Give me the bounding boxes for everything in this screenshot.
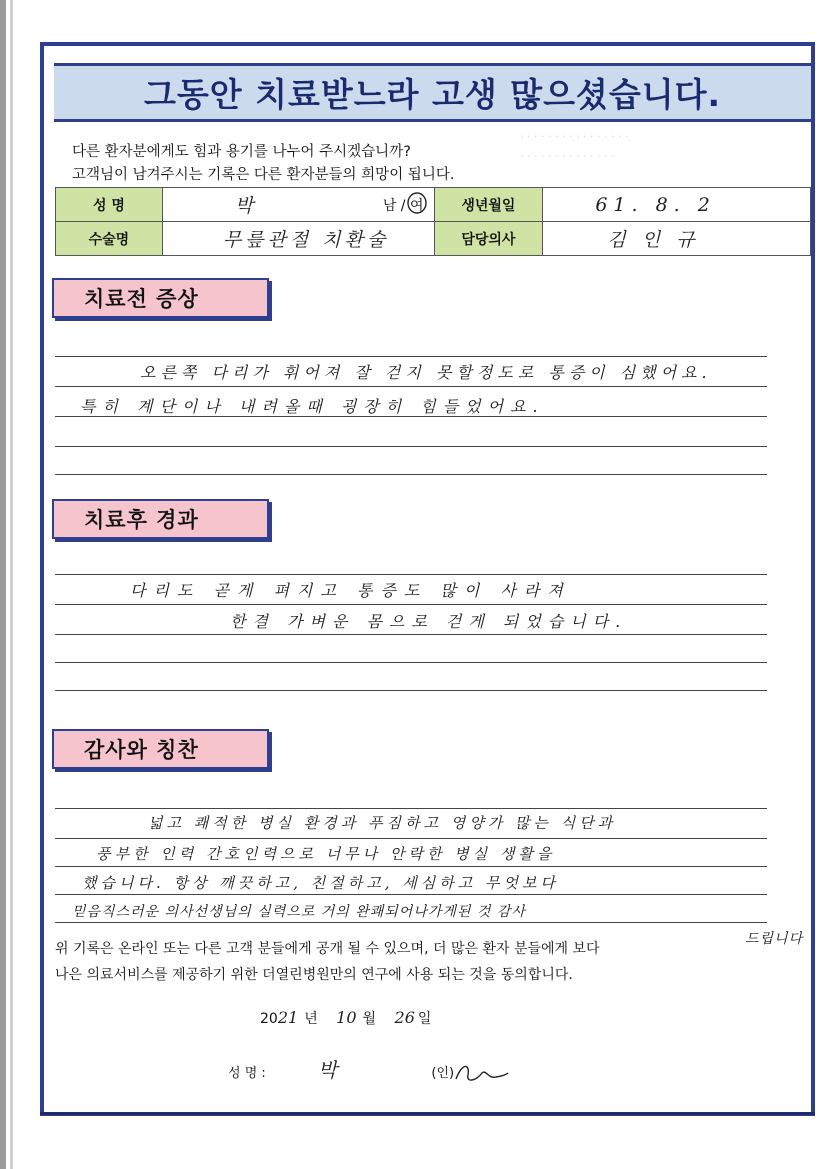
doctor-label: 담당의사 [434,222,543,256]
bleed-through-text: · · · · · · · · · · · · · · [520,150,615,163]
gender-field [383,195,424,215]
writing-line [55,604,767,605]
signature-row [228,1054,510,1087]
signature-scribble-icon [452,1061,510,1087]
birth-cell [543,188,811,222]
writing-line [55,690,767,691]
name-cell [162,188,434,222]
date-year-unit: 년 [304,1011,318,1027]
date-year-handwritten: 21 [277,1008,299,1027]
section-label-before-treatment: 치료전 증상 [52,278,269,318]
writing-line [55,808,767,809]
writing-line [55,356,767,357]
writing-line [55,574,767,575]
surgery-label: 수술명 [56,222,163,256]
writing-line [55,866,767,867]
patient-info-table [55,187,811,256]
surgery-value: 무릎관절 치환술 [222,229,390,251]
writing-line [55,634,767,635]
consent-line-1: 위 기록은 온라인 또는 다른 고객 분들에게 공개 될 수 있으며, 더 많은 환자 분들에게 보다 [55,941,600,957]
page-title: 그동안 치료받느라 고생 많으셨습니다. [143,75,722,114]
date-row [260,1008,431,1028]
date-day-unit: 일 [417,1011,432,1027]
form-frame-bottom-rule [40,1112,815,1115]
after-line-2: 한결 가벼운 몸으로 걷게 되었습니다. [230,612,628,631]
scan-edge [0,0,6,1169]
section-label-after-treatment: 치료후 경과 [52,499,269,539]
gender-text: 남 / 여 [382,197,424,214]
date-month-handwritten: 10 [336,1008,357,1027]
signature-label: 성 명 : [228,1066,266,1081]
name-value: 박 [234,195,254,217]
intro-line-1: 다른 환자분에게도 힘과 용기를 나누어 주시겠습니까? [72,144,411,160]
thanks-line-4: 믿음직스러운 의사선생님의 실력으로 거의 완쾌되어나가게된 것 감사 [72,904,526,920]
before-line-1: 오른쪽 다리가 휘어져 잘 걷지 못할정도로 통증이 심했어요. [140,363,712,382]
intro-line-2: 고객님이 남겨주시는 기록은 다른 환자분들의 희망이 됩니다. [72,167,455,183]
thanks-line-3: 했습니다. 항상 깨끗하고, 친절하고, 세심하고 무엇보다 [82,874,559,892]
birth-value: 61. 8. 2 [595,193,716,216]
bleed-through-text: · · · · · · · · · · · · · · · · [520,130,629,143]
thanks-line-2: 풍부한 인력 간호인력으로 너무나 안락한 병실 생활을 [96,845,556,863]
signature-name-handwritten: 박 [317,1058,338,1082]
birth-label: 생년월일 [434,188,543,222]
thanks-line-1: 넓고 쾌적한 병실 환경과 푸짐하고 영양가 많는 식단과 [148,814,617,832]
thanks-line-5: 드립니다 [745,931,804,947]
doctor-cell [543,222,811,256]
date-year-prefix: 20 [260,1011,278,1027]
title-band [54,63,811,122]
seal-label: (인) [431,1066,455,1081]
writing-line [55,662,767,663]
consent-line-2: 나은 의료서비스를 제공하기 위한 더열린병원만의 연구에 사용 되는 것을 동의합니다. [55,967,573,983]
before-line-2: 특히 계단이나 내려올때 굉장히 힘들었어요. [80,397,545,416]
gender-selected-circle-icon [406,192,428,214]
after-line-1: 다리도 곧게 펴지고 통증도 많이 사라져 [130,581,571,600]
section-label-thanks: 감사와 칭찬 [52,729,269,769]
writing-line [55,474,767,475]
writing-line [55,894,767,895]
date-day-handwritten: 26 [394,1008,415,1027]
name-label: 성 명 [56,188,163,222]
writing-line [55,446,767,447]
date-month-unit: 월 [362,1011,377,1027]
scan-edge-inner [10,0,13,1169]
doctor-value: 김 인 규 [607,229,700,251]
writing-line [55,386,767,387]
writing-line [55,922,767,923]
writing-line [55,838,767,839]
surgery-cell [162,222,434,256]
